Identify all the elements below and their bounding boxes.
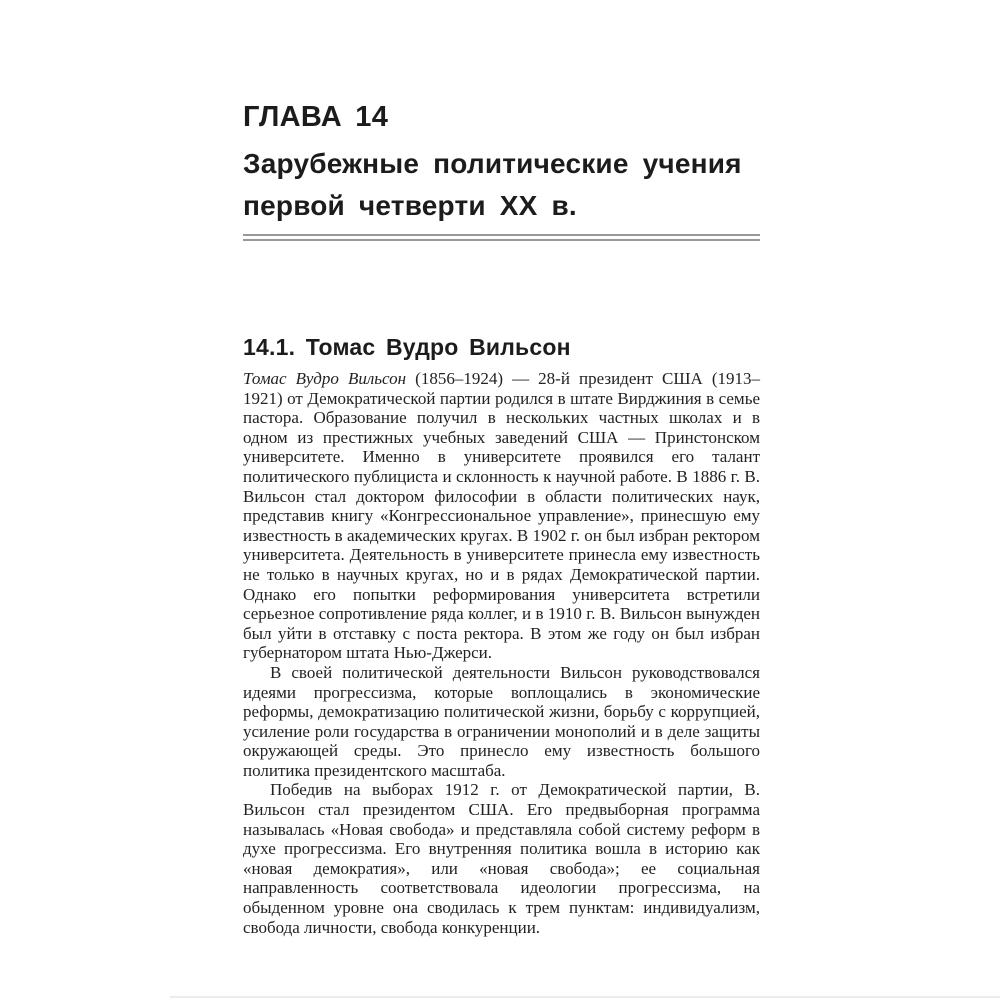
paragraph-1-lead-italic: Томас Вудро Вильсон [243,369,407,388]
page-content-column [243,100,760,937]
paragraph-1-text: (1856–1924) — 28-й президент США (1913–1921) от Демократической партии родился в штате Вирджиния в семье пастора. Образование получил в нескольких частных школах и в одном из престижных учебных заведений США — Принстонском университете. Именно в университете проявился его талант политического публициста и склонность к научной работе. В 1886 г. В. Вильсон стал доктором философии в области политических наук, представив книгу «Конгрессиональное управление», принесшую ему известность в академических кругах. В 1902 г. он был избран ректором университета. Деятельность в университете принесла ему известность не только в научных кругах, но и в рядах Демократической партии. Однако его попытки реформирования университета встретили серьезное сопротивление ряда коллег, и в 1910 г. В. Вильсон вынужден был уйти в отставку с поста ректора. В этом же году он был избран губернатором штата Нью-Джерси. [243,369,760,663]
page-bottom-edge-shadow [170,996,1000,998]
paragraph-1 [243,369,760,663]
section-heading: 14.1. Томас Вудро Вильсон [243,334,571,360]
paragraph-2: В своей политической деятельности Вильсон руководствовался идеями прогрессизма, которые воплощались в экономические реформы, демократизацию политической жизни, борьбу с коррупцией, усиление роли государства в ограничении монополий и в деле защиты окружающей среды. Это принесло ему известность большого политика президентского масштаба. [243,662,760,780]
chapter-title: Зарубежные политические учения первой четверти XX в. [243,148,742,221]
chapter-title-double-rule [243,234,760,241]
chapter-label: ГЛАВА 14 [243,101,389,133]
section-body [243,369,760,937]
paragraph-3: Победив на выборах 1912 г. от Демократической партии, В. Вильсон стал президентом США. Его предвыборная программа называлась «Новая свобода» и представляла собой систему реформ в духе прогрессизма. Его внутренняя политика вошла в историю как «новая демократия», или «новая свобода»; ее социальная направленность соответствовала идеологии прогрессизма, на обыденном уровне она сводилась к трем пунктам: индивидуализм, свобода личности, свобода конкуренции. [243,780,760,937]
